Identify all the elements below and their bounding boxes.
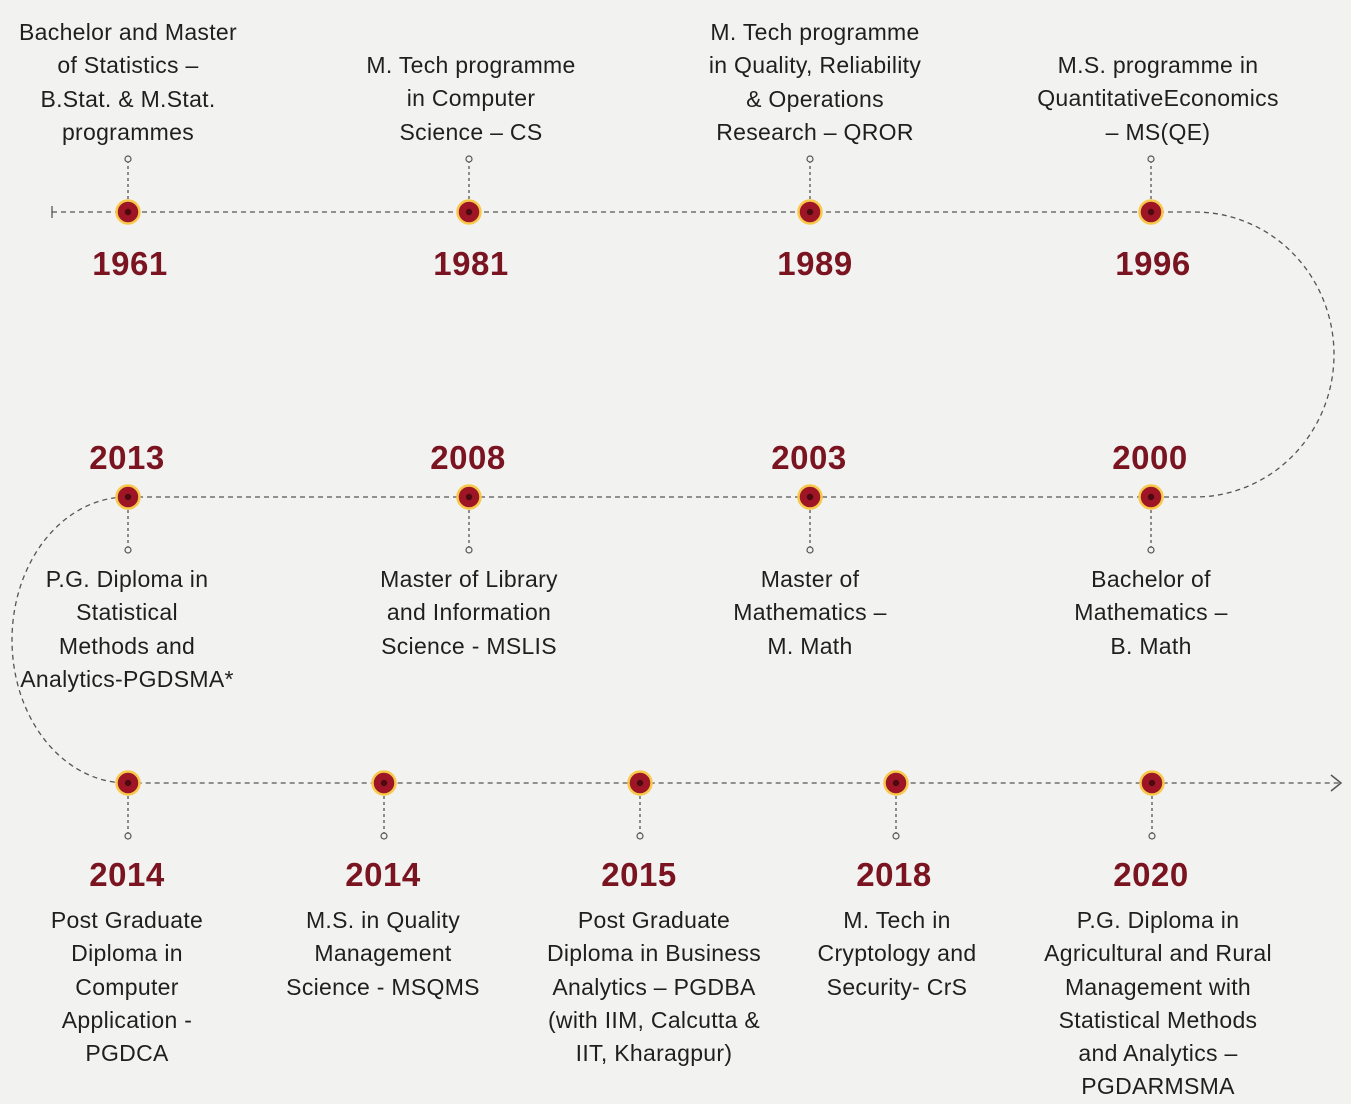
milestone-marker-center: [807, 494, 813, 500]
milestone-label-line: (with IIM, Calcutta &: [547, 1006, 761, 1033]
milestone-marker-center: [125, 494, 131, 500]
milestone-label-line: Bachelor and Master: [19, 19, 237, 45]
milestone-label: [547, 904, 761, 1070]
milestone-marker-center: [1149, 780, 1155, 786]
milestone-label-line: PGDARMSMA: [1081, 1073, 1235, 1100]
milestone-label: [818, 904, 977, 1004]
milestone-marker-center: [893, 780, 899, 786]
milestone-label-line: Mathematics –: [733, 599, 887, 626]
milestone-label-line: Methods and: [58, 632, 196, 659]
milestone-label-line: Analytics – PGDBA: [552, 973, 756, 1000]
milestone-label-line: Computer: [75, 973, 179, 1000]
milestone-label: [380, 563, 558, 663]
milestone-stem-end-dot: [1148, 547, 1154, 553]
milestone-year: 2008: [430, 439, 506, 476]
milestone-label-line: in Computer: [406, 85, 536, 112]
milestone-stem-end-dot: [1148, 156, 1154, 162]
milestone-stem-end-dot: [125, 547, 131, 553]
milestone-label-line: Statistical: [76, 599, 178, 626]
milestone-marker-center: [125, 780, 131, 786]
milestone-label-line: B.Stat. & M.Stat.: [40, 85, 216, 112]
milestone-label-line: B. Math: [1110, 632, 1192, 659]
milestone-marker-center: [637, 780, 643, 786]
milestone-label-line: IIT, Kharagpur): [575, 1040, 733, 1067]
milestone-year: 2013: [89, 439, 165, 476]
milestone-label-line: Science - MSQMS: [286, 973, 480, 1000]
milestone-stem-end-dot: [893, 833, 899, 839]
milestone-label-line: Diploma in Business: [546, 940, 762, 967]
milestone-label-line: Diploma in: [71, 940, 183, 967]
milestone-label-line: Application -: [61, 1006, 193, 1033]
milestone-marker-center: [466, 209, 472, 215]
milestone-year: 2003: [771, 439, 847, 476]
milestone-stem-end-dot: [125, 156, 131, 162]
milestone-year: 2018: [856, 856, 932, 893]
milestone-label: [1037, 49, 1279, 149]
milestone-year: 1989: [777, 245, 853, 282]
milestone-label: [1074, 563, 1227, 663]
milestone-label: [1044, 904, 1272, 1104]
milestone-label-line: M. Tech programme: [366, 52, 576, 78]
milestone-label-line: of Statistics –: [57, 52, 199, 79]
milestone-label: [733, 563, 886, 663]
milestone-label-line: Master of: [760, 566, 860, 592]
milestone-label-line: & Operations: [746, 85, 884, 112]
milestone-label-line: Management: [314, 940, 452, 967]
milestone-label-line: Security- CrS: [826, 973, 968, 1000]
milestone-year: 2014: [345, 856, 421, 893]
milestone-label-line: Mathematics –: [1074, 599, 1228, 626]
milestone-label-line: Science – CS: [399, 118, 543, 145]
milestone-year: 1981: [433, 245, 509, 282]
milestone-marker-center: [466, 494, 472, 500]
milestone-label-line: M. Tech programme: [710, 19, 920, 45]
milestone-year: 2020: [1113, 856, 1189, 893]
milestone-label-line: Science - MSLIS: [381, 632, 557, 659]
milestone-year: 2000: [1112, 439, 1188, 476]
milestone-label-line: Statistical Methods: [1058, 1006, 1258, 1033]
milestone-label-line: and Information: [386, 599, 552, 626]
milestone-stem-end-dot: [807, 547, 813, 553]
milestone-marker-center: [125, 209, 131, 215]
milestone-label-line: Agricultural and Rural: [1044, 940, 1272, 967]
milestone-label-line: Analytics-PGDSMA*: [20, 665, 234, 692]
milestone-label: [366, 49, 575, 149]
milestone-marker-center: [1148, 494, 1154, 500]
milestone-stem-end-dot: [637, 833, 643, 839]
milestone-label-line: – MS(QE): [1105, 118, 1211, 145]
milestone-label: [20, 563, 233, 696]
milestone-label: [19, 16, 237, 149]
milestone-label-line: PGDCA: [85, 1040, 169, 1067]
milestone-label-line: QuantitativeEconomics: [1037, 85, 1279, 112]
milestone-label-line: in Quality, Reliability: [708, 52, 922, 79]
milestone-stem-end-dot: [466, 547, 472, 553]
milestone-label-line: M.S. programme in: [1057, 52, 1259, 78]
milestone-stem-end-dot: [125, 833, 131, 839]
milestone-label: [709, 16, 921, 149]
milestone-label-line: Research – QROR: [716, 118, 914, 145]
milestone-label: [51, 904, 203, 1070]
milestone-label-line: P.G. Diploma in: [45, 566, 209, 592]
milestone-stem-end-dot: [381, 833, 387, 839]
milestone-year: 2014: [89, 856, 165, 893]
milestone-label-line: P.G. Diploma in: [1076, 907, 1240, 933]
milestone-label-line: M. Tech in: [843, 907, 951, 933]
milestone-label-line: Management with: [1064, 973, 1252, 1000]
milestone-stem-end-dot: [1149, 833, 1155, 839]
milestone-marker-center: [1148, 209, 1154, 215]
milestone-marker-center: [381, 780, 387, 786]
milestone-year: 1996: [1115, 245, 1191, 282]
milestone-label-line: Post Graduate: [577, 907, 731, 933]
milestone-year: 2015: [601, 856, 677, 893]
milestone-stem-end-dot: [466, 156, 472, 162]
milestone-label: [286, 904, 480, 1004]
milestone-label-line: Cryptology and: [817, 940, 977, 967]
milestone-label-line: Master of Library: [380, 566, 558, 592]
milestone-label-line: Post Graduate: [50, 907, 204, 933]
milestone-label-line: and Analytics –: [1078, 1040, 1238, 1067]
milestone-marker-center: [807, 209, 813, 215]
milestone-label-line: M.S. in Quality: [305, 907, 461, 933]
milestone-label-line: Bachelor of: [1091, 566, 1211, 592]
milestone-year: 1961: [92, 245, 168, 282]
milestone-label-line: M. Math: [767, 632, 853, 659]
milestone-stem-end-dot: [807, 156, 813, 162]
milestone-label-line: programmes: [61, 118, 195, 145]
